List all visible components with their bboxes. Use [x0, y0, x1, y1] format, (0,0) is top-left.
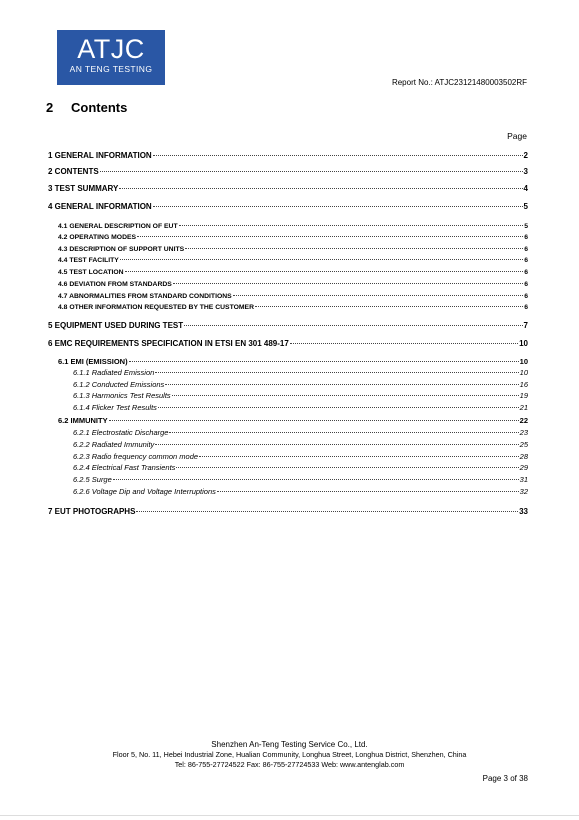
toc-entry[interactable] — [48, 167, 528, 177]
toc-entry-page: 6 — [524, 234, 528, 241]
toc-entry[interactable] — [48, 280, 528, 290]
toc-entry-label: 5 EQUIPMENT USED DURING TEST — [48, 321, 184, 330]
toc-entry-label: 6.1 EMI (EMISSION) — [58, 357, 128, 366]
toc-entry-page: 6 — [524, 246, 528, 253]
toc-entry[interactable] — [48, 202, 528, 212]
toc-entry[interactable] — [48, 184, 528, 194]
toc-entry[interactable] — [48, 303, 528, 313]
toc-leader-dots — [233, 295, 524, 296]
toc-leader-dots — [179, 225, 524, 226]
section-title: Contents — [71, 100, 128, 115]
toc-entry-label: 4.5 TEST LOCATION — [58, 269, 124, 276]
toc-leader-dots — [100, 171, 523, 172]
toc-entry-page: 16 — [519, 380, 528, 389]
section-number: 2 — [46, 100, 54, 115]
bottom-divider — [0, 815, 579, 816]
toc-entry[interactable] — [48, 380, 528, 390]
toc-entry-page: 28 — [519, 452, 528, 461]
toc-entry-label: 6.1.3 Harmonics Test Results — [73, 391, 171, 400]
toc-leader-dots — [153, 155, 523, 156]
toc-entry[interactable] — [48, 487, 528, 497]
toc-entry[interactable] — [48, 475, 528, 485]
toc-entry-label: 4.7 ABNORMALITIES FROM STANDARD CONDITIONS — [58, 293, 232, 300]
toc-leader-dots — [173, 283, 523, 284]
toc-leader-dots — [169, 432, 518, 433]
toc-entry-label: 2 CONTENTS — [48, 167, 99, 176]
toc-entry[interactable] — [48, 339, 528, 349]
toc-entry[interactable] — [48, 245, 528, 255]
toc-entry-page: 25 — [519, 440, 528, 449]
toc-leader-dots — [217, 491, 519, 492]
toc-entry-label: 6.2 IMMUNITY — [58, 416, 108, 425]
toc-entry-page: 6 — [524, 281, 528, 288]
toc-entry-page: 29 — [519, 463, 528, 472]
toc-entry-page: 10 — [519, 357, 528, 366]
toc-entry-label: 6.1.2 Conducted Emissions — [73, 380, 165, 389]
toc-entry-label: 6.1.4 Flicker Test Results — [73, 403, 157, 412]
toc-entry-label: 7 EUT PHOTOGRAPHS — [48, 507, 136, 516]
report-number: Report No.: ATJC23121480003502RF — [391, 78, 527, 87]
toc-leader-dots — [155, 444, 518, 445]
company-logo — [57, 30, 165, 85]
toc-leader-dots — [172, 395, 519, 396]
toc-entry[interactable] — [48, 292, 528, 302]
toc-leader-dots — [199, 456, 519, 457]
toc-entry-label: 6.2.5 Surge — [73, 475, 112, 484]
toc-entry-page: 23 — [519, 428, 528, 437]
toc-leader-dots — [155, 372, 518, 373]
toc-entry[interactable] — [48, 463, 528, 473]
toc-leader-dots — [113, 479, 519, 480]
toc-leader-dots — [185, 248, 523, 249]
toc-entry-label: 4.6 DEVIATION FROM STANDARDS — [58, 281, 172, 288]
toc-leader-dots — [129, 361, 519, 362]
toc-entry[interactable] — [48, 416, 528, 426]
toc-entry-page: 5 — [523, 202, 528, 211]
toc-entry-label: 1 GENERAL INFORMATION — [48, 151, 152, 160]
toc-entry[interactable] — [48, 440, 528, 450]
toc-entry-page: 10 — [519, 339, 528, 348]
section-heading — [46, 100, 127, 115]
toc-leader-dots — [119, 188, 522, 189]
toc-leader-dots — [290, 343, 518, 344]
toc-entry-label: 4.4 TEST FACILITY — [58, 257, 119, 264]
toc-entry[interactable] — [48, 452, 528, 462]
toc-leader-dots — [158, 407, 519, 408]
toc-entry-label: 6.2.6 Voltage Dip and Voltage Interruptions — [73, 487, 216, 496]
toc-entry-page: 22 — [519, 416, 528, 425]
toc-leader-dots — [184, 325, 522, 326]
footer-contact: Tel: 86-755-27724522 Fax: 86-755-27724533 Web: www.antenglab.com — [174, 760, 405, 769]
toc-entry-page: 6 — [524, 257, 528, 264]
toc-leader-dots — [255, 306, 523, 307]
toc-entry-page: 6 — [524, 269, 528, 276]
toc-entry-page: 33 — [519, 507, 528, 516]
toc-entry[interactable] — [48, 222, 528, 232]
toc-entry-page: 6 — [524, 293, 528, 300]
logo-subtitle: AN TENG TESTING — [69, 64, 153, 74]
toc-entry-label: 4.3 DESCRIPTION OF SUPPORT UNITS — [58, 246, 185, 253]
toc-entry-label: 4.8 OTHER INFORMATION REQUESTED BY THE CUSTOMER — [58, 304, 254, 311]
toc-leader-dots — [109, 420, 519, 421]
toc-entry-page: 19 — [519, 391, 528, 400]
footer-company: Shenzhen An-Teng Testing Service Co., Ltd. — [211, 740, 368, 749]
toc-entry[interactable] — [48, 357, 528, 367]
toc-leader-dots — [136, 511, 518, 512]
toc-entry-page: 5 — [524, 223, 528, 230]
toc-entry-page: 32 — [519, 487, 528, 496]
toc-entry-page: 10 — [519, 368, 528, 377]
toc-entry-label: 6.1.1 Radiated Emission — [73, 368, 155, 377]
toc-entry-label: 6 EMC REQUIREMENTS SPECIFICATION IN ETSI EN 301 489-17 — [48, 339, 289, 348]
toc-leader-dots — [176, 467, 518, 468]
toc-entry-label: 4 GENERAL INFORMATION — [48, 202, 152, 211]
toc-leader-dots — [153, 206, 523, 207]
toc-entry[interactable] — [48, 428, 528, 438]
toc-entry[interactable] — [48, 256, 528, 266]
page-number: Page 3 of 38 — [482, 774, 528, 783]
toc-leader-dots — [137, 236, 523, 237]
toc-entry-page: 21 — [519, 403, 528, 412]
page-column-label: Page — [507, 131, 527, 141]
toc-entry[interactable] — [48, 321, 528, 331]
toc-entry-page: 6 — [524, 304, 528, 311]
logo-text: ATJC — [77, 34, 145, 64]
toc-entry[interactable] — [48, 151, 528, 161]
toc-entry[interactable] — [48, 391, 528, 401]
toc-leader-dots — [120, 259, 523, 260]
toc-entry[interactable] — [48, 368, 528, 378]
toc-entry-label: 6.2.2 Radiated Immunity — [73, 440, 155, 449]
toc-entry-label: 6.2.1 Electrostatic Discharge — [73, 428, 169, 437]
toc-entry-page: 2 — [523, 151, 528, 160]
toc-entry-label: 6.2.4 Electrical Fast Transients — [73, 463, 176, 472]
toc-entry-label: 6.2.3 Radio frequency common mode — [73, 452, 199, 461]
toc-leader-dots — [165, 384, 518, 385]
toc-entry[interactable] — [48, 233, 528, 243]
toc-entry-page: 7 — [523, 321, 528, 330]
footer-address: Floor 5, No. 11, Hebei Industrial Zone, Hualian Community, Longhua Street, Longhua District, Shenzhen, China — [112, 750, 467, 759]
toc-entry[interactable] — [48, 403, 528, 413]
toc-entry[interactable] — [48, 268, 528, 278]
toc-entry[interactable] — [48, 507, 528, 517]
toc-entry-page: 4 — [523, 184, 528, 193]
toc-entry-label: 4.1 GENERAL DESCRIPTION OF EUT — [58, 223, 178, 230]
toc-leader-dots — [125, 271, 524, 272]
toc-entry-label: 3 TEST SUMMARY — [48, 184, 119, 193]
page-footer — [0, 740, 579, 770]
toc-entry-label: 4.2 OPERATING MODES — [58, 234, 137, 241]
toc-entry-page: 31 — [519, 475, 528, 484]
toc-entry-page: 3 — [523, 167, 528, 176]
